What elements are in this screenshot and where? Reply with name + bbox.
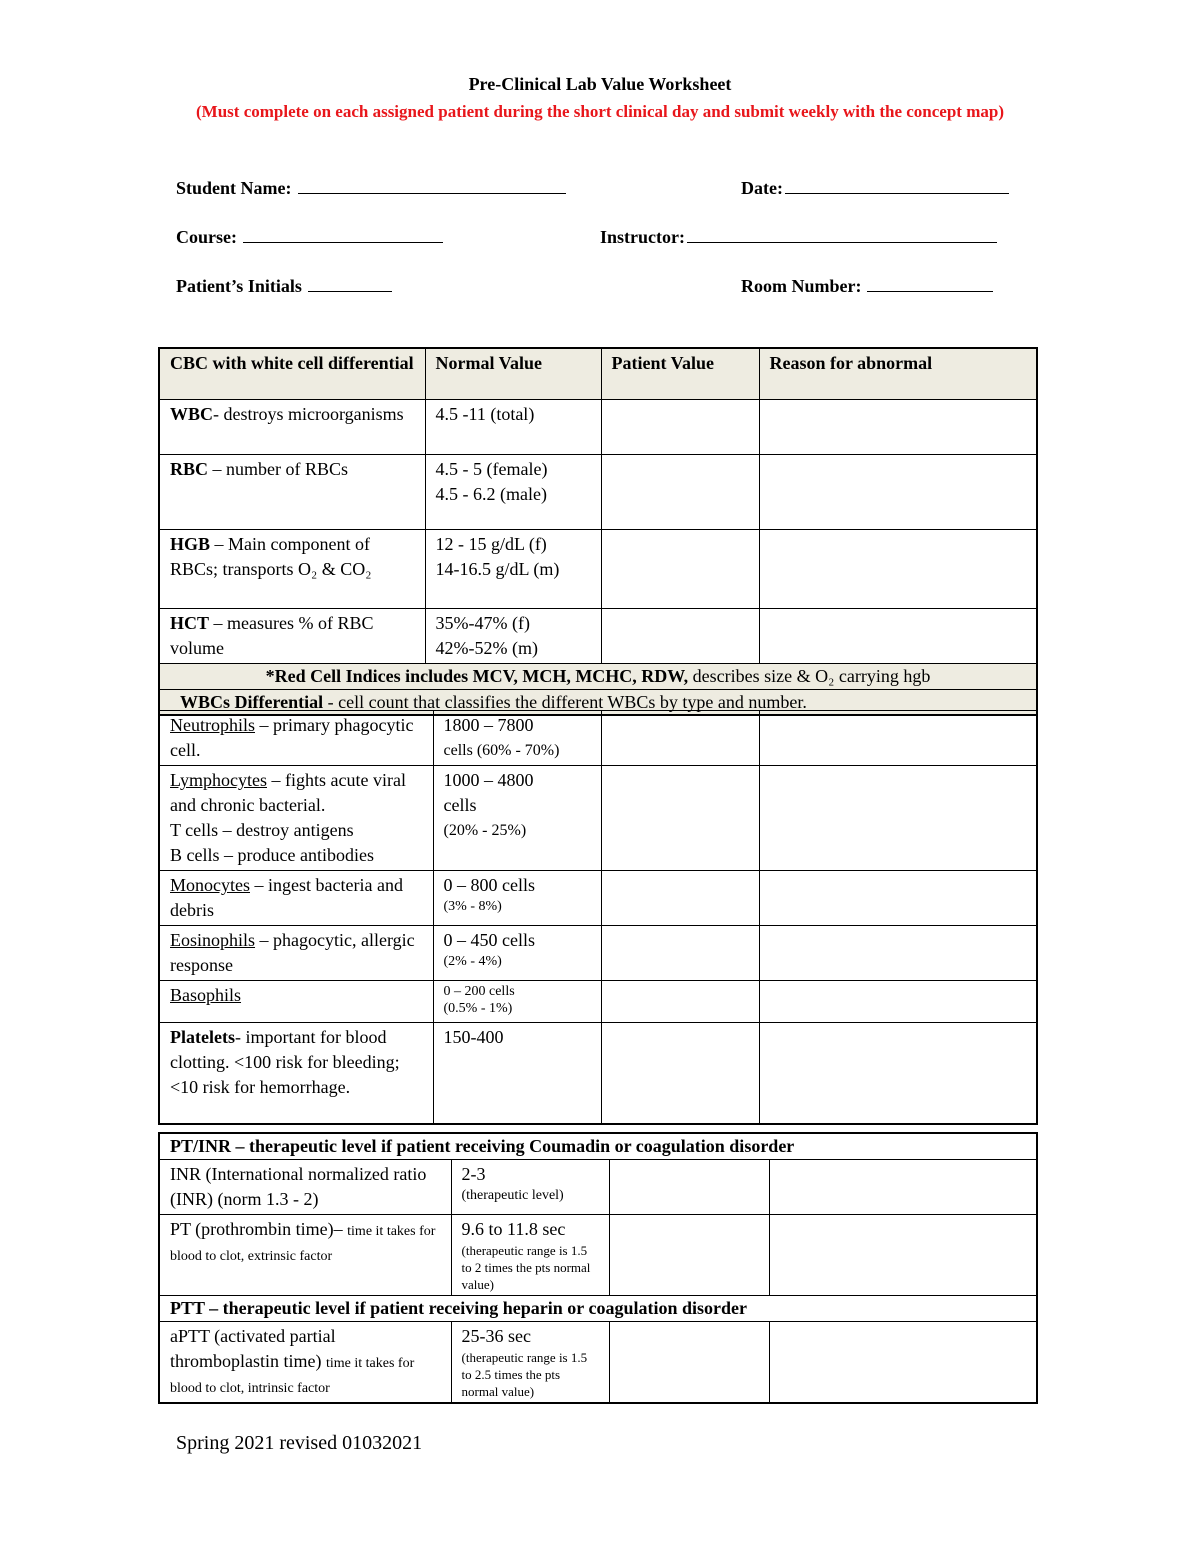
coagulation-table: [158, 1132, 1038, 1404]
aptt-patient-value[interactable]: [609, 1321, 769, 1403]
inr-test: INR (International normalized ratio (INR) (norm 1.3 - 2): [159, 1159, 451, 1214]
lymphocytes-b-cells: B cells – produce antibodies: [170, 845, 374, 865]
neutrophils-test: [159, 711, 433, 766]
table-row: [159, 608, 1037, 663]
lymphocytes-desc: – fights acute viral and chronic bacterial.: [170, 770, 406, 815]
instructor-line[interactable]: [687, 225, 997, 243]
cbc-header-normal: Normal Value: [425, 348, 601, 399]
basophils-reason[interactable]: [759, 981, 1037, 1023]
platelets-normal: 150-400: [433, 1023, 601, 1124]
ptt-header-row: [159, 1295, 1037, 1321]
ptinr-header: PT/INR – therapeutic level if patient receiving Coumadin or coagulation disorder: [159, 1133, 1037, 1159]
lymphocytes-reason[interactable]: [759, 766, 1037, 871]
eosinophils-test: [159, 926, 433, 981]
neutrophils-range: 1800 – 7800: [443, 715, 534, 735]
basophils-percent: (0.5% - 1%): [443, 1001, 513, 1016]
wbc-differential-bold: WBCs Differential: [180, 691, 324, 712]
patient-initials-label: Patient’s Initials: [176, 276, 302, 296]
hct-normal: [425, 608, 601, 663]
rbc-patient-value[interactable]: [601, 454, 759, 529]
room-number-line[interactable]: [867, 274, 993, 292]
lymphocytes-t-cells: T cells – destroy antigens: [170, 820, 354, 840]
red-cell-indices-row: [159, 663, 1037, 689]
hct-test: [159, 608, 425, 663]
lymphocytes-percent: (20% - 25%): [443, 822, 527, 839]
hct-patient-value[interactable]: [601, 608, 759, 663]
eosinophils-reason[interactable]: [759, 926, 1037, 981]
wbc-desc: - destroys microorganisms: [213, 403, 404, 424]
table-row: [159, 1214, 1037, 1295]
wbc-patient-value[interactable]: [601, 399, 759, 454]
neutrophils-desc: – primary phagocytic cell.: [170, 715, 414, 760]
aptt-note: (therapeutic range is 1.5 to 2.5 times the pts normal value): [461, 1349, 588, 1399]
platelets-name: Platelets: [170, 1027, 235, 1047]
table-row: [159, 1321, 1037, 1403]
hgb-patient-value[interactable]: [601, 529, 759, 608]
rbc-test: [159, 454, 425, 529]
lymphocytes-normal: [433, 766, 601, 871]
aptt-reason[interactable]: [769, 1321, 1037, 1403]
hct-desc: – measures % of RBC volume: [170, 612, 374, 658]
monocytes-percent: (3% - 8%): [443, 899, 502, 914]
room-number-label: Room Number:: [741, 276, 862, 296]
pt-name: PT (prothrombin time)–: [170, 1218, 348, 1239]
hgb-name: HGB: [170, 533, 211, 554]
student-name-field: [176, 176, 566, 199]
monocytes-normal: [433, 871, 601, 926]
eosinophils-range: 0 – 450 cells: [443, 930, 535, 950]
lymphocytes-test: [159, 766, 433, 871]
inr-note: (therapeutic level): [461, 1187, 564, 1203]
pt-note: (therapeutic range is 1.5 to 2 times the pts normal value): [461, 1242, 591, 1292]
cbc-header-patient: Patient Value: [601, 348, 759, 399]
lymphocytes-cells: cells: [443, 795, 477, 815]
table-row: [159, 871, 1037, 926]
cbc-header-test: CBC with white cell differential: [159, 348, 425, 399]
monocytes-desc: – ingest bacteria and debris: [170, 875, 403, 920]
wbc-reason[interactable]: [759, 399, 1037, 454]
room-number-field: [741, 274, 993, 297]
monocytes-test: [159, 871, 433, 926]
eosinophils-desc: – phagocytic, allergic response: [170, 930, 415, 975]
neutrophils-reason[interactable]: [759, 711, 1037, 766]
pt-test: [159, 1214, 451, 1295]
red-cell-indices-rest: describes size & O₂ carrying hgb: [688, 665, 931, 686]
eosinophils-patient-value[interactable]: [601, 926, 759, 981]
table-row: [159, 454, 1037, 529]
wbc-differential-rest: - cell count that classifies the different WBCs by type and number.: [323, 691, 807, 712]
page-title: Pre-Clinical Lab Value Worksheet: [468, 74, 732, 94]
date-line[interactable]: [785, 176, 1009, 194]
instructor-label: Instructor:: [600, 227, 685, 247]
table-row: [159, 711, 1037, 766]
instructor-field: [600, 225, 997, 248]
inr-reason[interactable]: [769, 1159, 1037, 1214]
table-row: [159, 766, 1037, 871]
monocytes-reason[interactable]: [759, 871, 1037, 926]
neutrophils-percent: cells (60% - 70%): [443, 742, 560, 759]
platelets-desc: - important for blood clotting. <100 risk for bleeding; <10 risk for hemorrhage.: [170, 1027, 400, 1097]
eosinophils-name: Eosinophils: [170, 930, 256, 950]
wbc-normal: 4.5 -11 (total): [425, 399, 601, 454]
neutrophils-normal: [433, 711, 601, 766]
rbc-name: RBC: [170, 458, 209, 479]
rbc-desc: – number of RBCs: [208, 458, 349, 479]
basophils-normal: [433, 981, 601, 1023]
table-row: [159, 399, 1037, 454]
table-row: [159, 1023, 1037, 1124]
footer-revision: Spring 2021 revised 01032021: [176, 1432, 423, 1454]
pt-desc: time it takes for blood to clot, extrinsic factor: [170, 1223, 436, 1264]
cbc-header-row: [159, 348, 1037, 399]
table-row: [159, 981, 1037, 1023]
table-row: [159, 1159, 1037, 1214]
monocytes-patient-value[interactable]: [601, 871, 759, 926]
course-line[interactable]: [243, 225, 443, 243]
table-row: [159, 926, 1037, 981]
differential-table: [158, 710, 1038, 1125]
monocytes-name: Monocytes: [170, 875, 250, 895]
neutrophils-patient-value[interactable]: [601, 711, 759, 766]
inr-range: 2-3: [461, 1163, 486, 1184]
cbc-table: [158, 347, 1038, 716]
lymphocytes-range: 1000 – 4800: [443, 770, 534, 790]
hgb-test: [159, 529, 425, 608]
course-field: [176, 225, 443, 248]
table-row: [159, 529, 1037, 608]
basophils-patient-value[interactable]: [601, 981, 759, 1023]
hgb-reason[interactable]: [759, 529, 1037, 608]
patient-initials-field: [176, 274, 392, 297]
monocytes-range: 0 – 800 cells: [443, 875, 535, 895]
course-label: Course:: [176, 227, 237, 247]
platelets-patient-value[interactable]: [601, 1023, 759, 1124]
hgb-normal-f: 12 - 15 g/dL (f): [435, 533, 547, 554]
pt-range: 9.6 to 11.8 sec: [461, 1218, 566, 1239]
aptt-desc: time it takes for blood to clot, intrinsic factor: [170, 1355, 415, 1396]
inr-patient-value[interactable]: [609, 1159, 769, 1214]
red-cell-indices-note: [159, 663, 1037, 689]
hct-name: HCT: [170, 612, 210, 633]
lymphocytes-patient-value[interactable]: [601, 766, 759, 871]
platelets-reason[interactable]: [759, 1023, 1037, 1124]
cbc-header-reason: Reason for abnormal: [759, 348, 1037, 399]
ptt-header: PTT – therapeutic level if patient receiving heparin or coagulation disorder: [159, 1295, 1037, 1321]
hct-normal-f: 35%-47% (f): [435, 612, 530, 633]
hct-reason[interactable]: [759, 608, 1037, 663]
student-name-label: Student Name:: [176, 178, 292, 198]
basophils-name: Basophils: [170, 985, 242, 1005]
eosinophils-percent: (2% - 4%): [443, 954, 502, 969]
aptt-normal: [451, 1321, 609, 1403]
ptinr-header-row: [159, 1133, 1037, 1159]
rbc-normal-f: 4.5 - 5 (female): [435, 458, 548, 479]
hgb-normal: [425, 529, 601, 608]
page-subtitle: (Must complete on each assigned patient during the short clinical day and submit weekly with the concept map): [196, 102, 1004, 121]
aptt-test: [159, 1321, 451, 1403]
hgb-normal-m: 14-16.5 g/dL (m): [435, 558, 560, 579]
aptt-range: 25-36 sec: [461, 1325, 531, 1346]
rbc-normal: [425, 454, 601, 529]
basophils-test: [159, 981, 433, 1023]
hgb-desc: – Main component of RBCs; transports O₂ & CO₂: [170, 533, 372, 579]
platelets-test: [159, 1023, 433, 1124]
wbc-name: WBC: [170, 403, 214, 424]
lymphocytes-name: Lymphocytes: [170, 770, 267, 790]
pt-patient-value[interactable]: [609, 1214, 769, 1295]
patient-initials-line[interactable]: [308, 274, 392, 292]
date-field: [741, 176, 1009, 199]
pt-reason[interactable]: [769, 1214, 1037, 1295]
student-name-line[interactable]: [298, 176, 566, 194]
rbc-reason[interactable]: [759, 454, 1037, 529]
pt-normal: [451, 1214, 609, 1295]
eosinophils-normal: [433, 926, 601, 981]
rbc-normal-m: 4.5 - 6.2 (male): [435, 483, 547, 504]
inr-normal: [451, 1159, 609, 1214]
red-cell-indices-bold: *Red Cell Indices includes MCV, MCH, MCHC, RDW,: [265, 665, 689, 686]
wbc-test: [159, 399, 425, 454]
neutrophils-name: Neutrophils: [170, 715, 255, 735]
aptt-name: aPTT (activated partial thromboplastin time): [170, 1325, 336, 1371]
date-label: Date:: [741, 178, 783, 198]
basophils-range: 0 – 200 cells: [443, 984, 515, 999]
hct-normal-m: 42%-52% (m): [435, 637, 538, 658]
